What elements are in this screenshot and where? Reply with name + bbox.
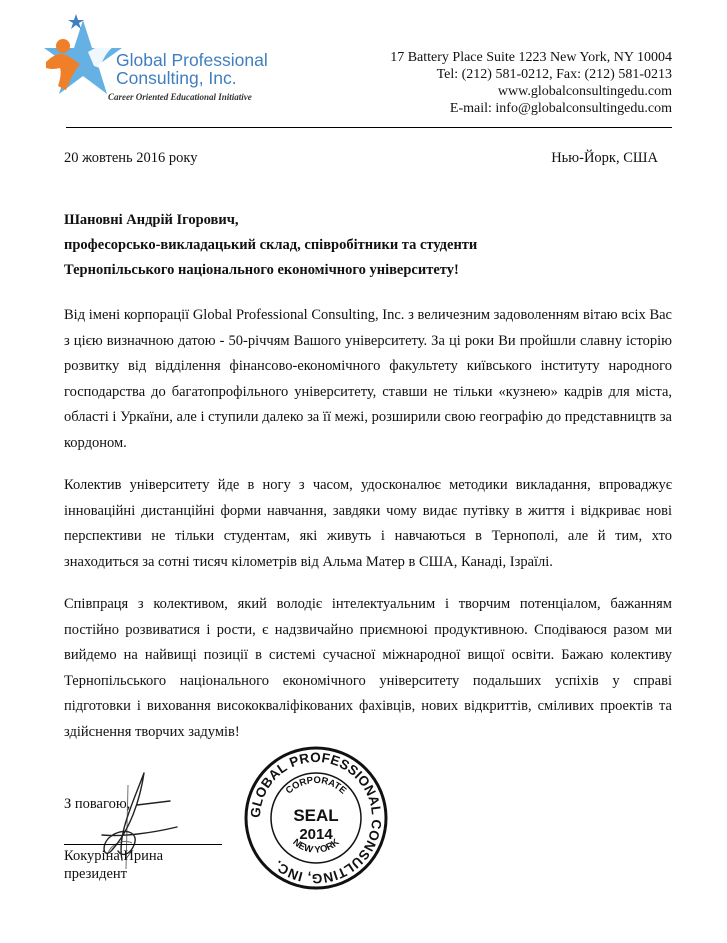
email-line: E-mail: info@globalconsultingedu.com [449, 101, 672, 116]
seal-year: 2014 [299, 826, 333, 843]
signature-line [64, 844, 222, 845]
letter-paragraph-3: Співпраця з колективом, який володіє інтелектуальним і творчим потенціалом, бажанням постійно розвиватися і рости, є надзвичайно приємноюі продуктивною. Сподіваюся разом ми вийдемо на найвищі позиції в системі сучасної міжнародної вищої освіти. Бажаю колективу Тернопільського національного економічного університету подальших успіхів у справі підготовки і виховання висококваліфікованих фахівців, нових відкриттів, сміливих проектів та здійснення творчих задумів! [64, 596, 672, 740]
letter-paragraph-2: Колектив університету йде в ногу з часом, удосконалює методики викладання, впроваджує інноваційні дистанційні форми навчання, завдяки чому видає путівку в життя і відкриває нові перспективи не тільки студентам, які живуть і навчаються в Тернополі, але й тим, хто знаходиться за сотні тисяч кілометрів від Альма Матер в США, Канаді, Ізраїлі. [64, 477, 672, 570]
letter-greeting [64, 208, 477, 283]
company-tagline: Career Oriented Educational Initiative [108, 92, 252, 102]
greeting-line: Шановні Андрій Ігорович, [64, 212, 239, 228]
seal-center-text: SEAL [293, 806, 339, 825]
greeting-line: Тернопільського національного економічного університету! [64, 262, 459, 278]
address-line: 17 Battery Place Suite 1223 New York, NY 10004 [390, 50, 672, 65]
letter-date: 20 жовтень 2016 року [64, 150, 198, 166]
company-address [390, 49, 672, 117]
website-line: www.globalconsultingedu.com [497, 84, 672, 99]
signer-name: Кокуріна Ирина [64, 848, 164, 864]
letter-paragraph-1: Від імені корпорації Global Professional Consulting, Inc. з величезним задоволенням вітаю всіх Вас з цією визначною датою - 50-річчям Вашого університету. За ці роки Ви пройшли славну історію розвитку від відділення фінансово-економічного факультету київського інституту народного господарства до багатопрофільного університету, ставши не тільки «кузнею» кадрів для міста, області і Уркаїни, але і ступили далеко за її межі, розширили свою географію до представництв за кордоном. [64, 307, 672, 451]
letter-place: Нью-Йорк, США [551, 150, 658, 166]
svg-text:CORPORATE [284, 775, 349, 797]
greeting-line: професорсько-викладацький склад, співробітники та студенти [64, 237, 478, 253]
seal-top-arc: CORPORATE [283, 774, 349, 797]
company-logo [38, 12, 288, 112]
header-divider [66, 127, 672, 128]
phone-line: Tel: (212) 581-0212, Fax: (212) 581-0213 [436, 67, 672, 82]
seal-bottom-arc: NEW YORK [290, 836, 342, 856]
corporate-seal-icon [243, 745, 389, 891]
signer-title: президент [64, 866, 128, 882]
company-name: Global Professional Consulting, Inc. [116, 50, 268, 88]
closing: З повагою, [64, 796, 131, 812]
seal-outer-text: GLOBAL PROFESSIONAL CONSULTING, INC. [247, 749, 385, 887]
